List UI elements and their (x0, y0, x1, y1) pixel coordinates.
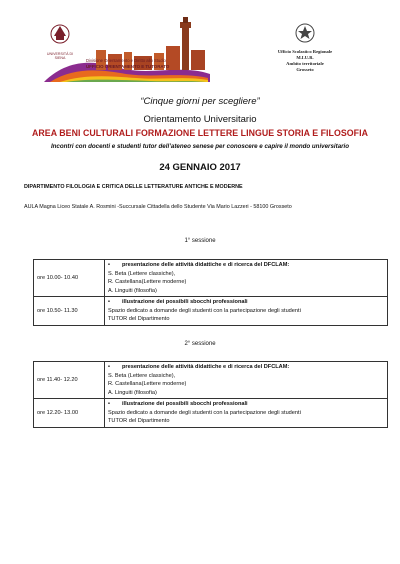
time-cell: ore 12.20- 13.00 (34, 399, 105, 428)
event-quote: “Cinque giorni per scegliere” (140, 96, 260, 107)
office-line-4: Grosseto (296, 67, 314, 72)
event-date: 24 GENNAIO 2017 (159, 162, 241, 173)
session-label: 1° sessione (184, 238, 216, 244)
division-name: Divisione Orientamento e Diritto allo Studio (86, 58, 166, 63)
italian-emblem-icon (294, 22, 316, 44)
table-row (34, 297, 388, 326)
time-cell: ore 10.00- 10.40 (34, 260, 105, 297)
area-title: AREA BENI CULTURALI FORMAZIONE LETTERE LINGUE STORIA E FILOSOFIA (31, 128, 368, 138)
description-cell (105, 260, 388, 297)
event-title: Orientamento Universitario (143, 114, 257, 125)
speaker-line: S. Beta (Lettere classiche), (108, 372, 176, 379)
description-cell (105, 297, 388, 326)
office-line-3: Ambito territoriale (286, 61, 324, 66)
event-subtitle: Incontri con docenti e studenti tutor dell’ateneo senese per conoscere e capire il mondo universitario (50, 143, 350, 150)
description-cell (105, 362, 388, 399)
speaker-line: R. Castellana(Lettere moderne) (108, 381, 187, 387)
activity-heading: illustrazione dei possibili sbocchi professionali (122, 401, 248, 407)
detail-line: Spazio dedicato a domande degli studenti con la partecipazione degli studenti (108, 409, 301, 416)
office-line-2: M.I.U.R. (296, 55, 314, 60)
venue-address: AULA Magna Liceo Statale A. Rosmini -Succursale Cittadella dello Studente Via Mario Lazzeri - 58100 Grosseto (24, 204, 292, 210)
session-label: 2° sessione (184, 341, 216, 347)
bullet-icon: • (108, 401, 110, 407)
table-row (34, 362, 388, 399)
detail-line: TUTOR del Dipartimento (108, 316, 170, 322)
office-name: UFFICIO ORIENTAMENTO E TUTORATO (86, 64, 170, 69)
table-row (34, 260, 388, 297)
ministry-header (240, 22, 370, 73)
description-cell (105, 399, 388, 428)
schedule-table (33, 259, 388, 326)
schedule-table (33, 361, 388, 428)
speaker-line: S. Beta (Lettere classiche), (108, 270, 176, 277)
speaker-line: A. Linguiti (filosofia) (108, 389, 157, 396)
university-logo-text: UNIVERSITÀ DI SIENA (46, 52, 74, 60)
siena-skyline-logo-icon (40, 16, 230, 84)
office-line-1: Ufficio Scolastico Regionale (277, 49, 333, 54)
detail-line: Spazio dedicato a domande degli studenti con la partecipazione degli studenti (108, 307, 301, 314)
activity-heading: illustrazione dei possibili sbocchi professionali (122, 299, 248, 305)
speaker-line: A. Linguiti (filosofia) (108, 287, 157, 294)
department-name: DIPARTIMENTO FILOLOGIA E CRITICA DELLE LETTERATURE ANTICHE E MODERNE (24, 184, 243, 190)
table-row (34, 399, 388, 428)
bullet-icon: • (108, 262, 110, 268)
activity-heading: presentazione delle attività didattiche e di ricerca del DFCLAM: (122, 262, 290, 268)
time-cell: ore 10.50- 11.30 (34, 297, 105, 326)
speaker-line: R. Castellana(Lettere moderne) (108, 279, 187, 285)
university-header (40, 16, 230, 84)
time-cell: ore 11.40- 12.20 (34, 362, 105, 399)
detail-line: TUTOR del Dipartimento (108, 418, 170, 424)
bullet-icon: • (108, 299, 110, 305)
activity-heading: presentazione delle attività didattiche e di ricerca del DFCLAM: (122, 364, 290, 370)
bullet-icon: • (108, 364, 110, 370)
